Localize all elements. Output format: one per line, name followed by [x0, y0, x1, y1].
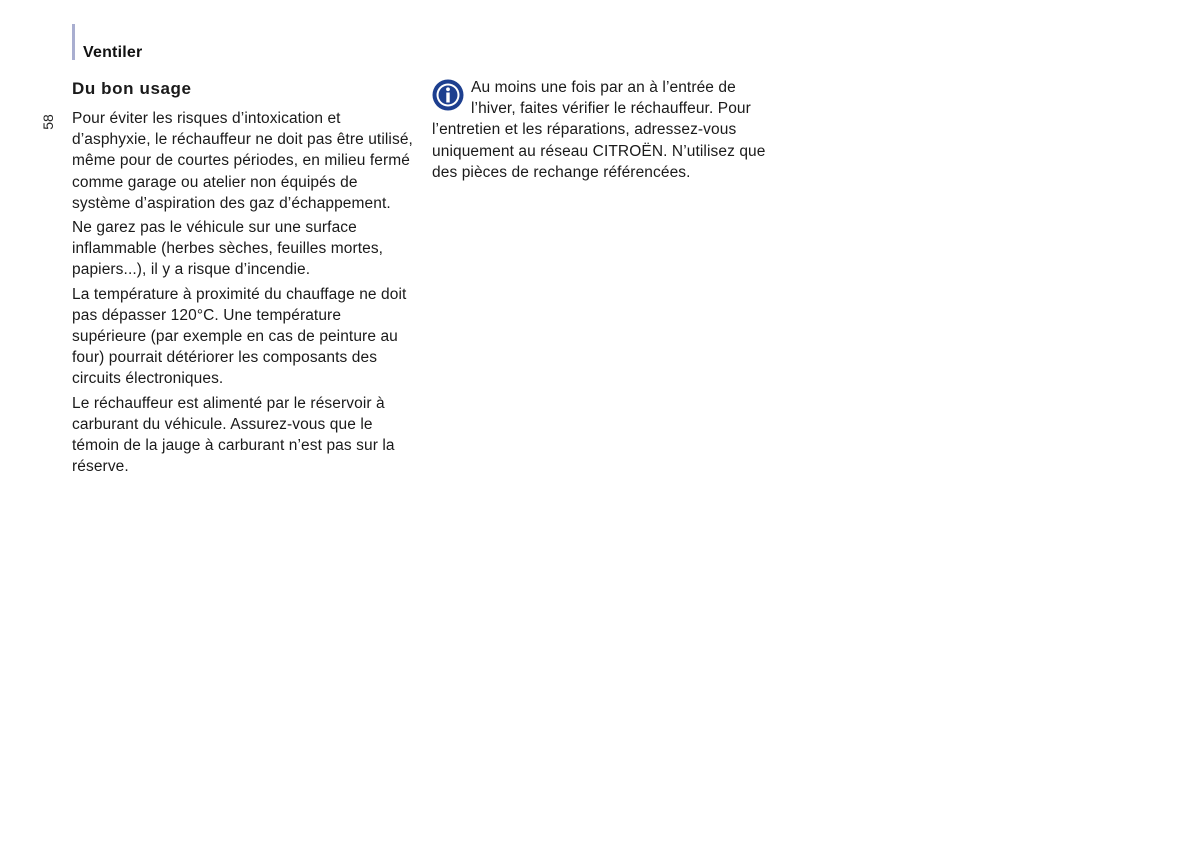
section-heading: Du bon usage [72, 79, 192, 98]
right-column [432, 77, 777, 183]
info-icon [432, 79, 464, 111]
paragraph-temperature: La température à proximité du chauffage ne doit pas dépasser 120°C. Une température supérieure (par exemple en cas de peinture au four) pourrait détériorer les composants des circuits électroniques. [72, 285, 407, 388]
paragraph-intoxication: Pour éviter les risques d’intoxication et d’asphyxie, le réchauffeur ne doit pas être utilisé, même pour de courtes périodes, en milieu fermé comme garage ou atelier non équipés de système d’aspiration des gaz d’échappement. [72, 110, 413, 212]
section-marker-bar [72, 24, 75, 60]
info-note-text: Au moins une fois par an à l’entrée de l’hiver, faites vérifier le réchauffeur. Pour l’entretien et les réparations, adressez-vous uniquement au réseau CITROËN. N’utilisez que des pièces de rechange référencées. [432, 79, 766, 181]
paragraph-fuel-reserve: Le réchauffeur est alimenté par le réservoir à carburant du véhicule. Assurez-vous que le témoin de la jauge à carburant n’est pas sur la réserve. [72, 394, 395, 476]
page-number: 58 [40, 114, 56, 130]
section-title: Ventiler [83, 44, 143, 61]
left-column [72, 78, 417, 480]
paragraph-fire-risk: Ne garez pas le véhicule sur une surface inflammable (herbes sèches, feuilles mortes, papiers...), il y a risque d’incendie. [72, 219, 384, 279]
